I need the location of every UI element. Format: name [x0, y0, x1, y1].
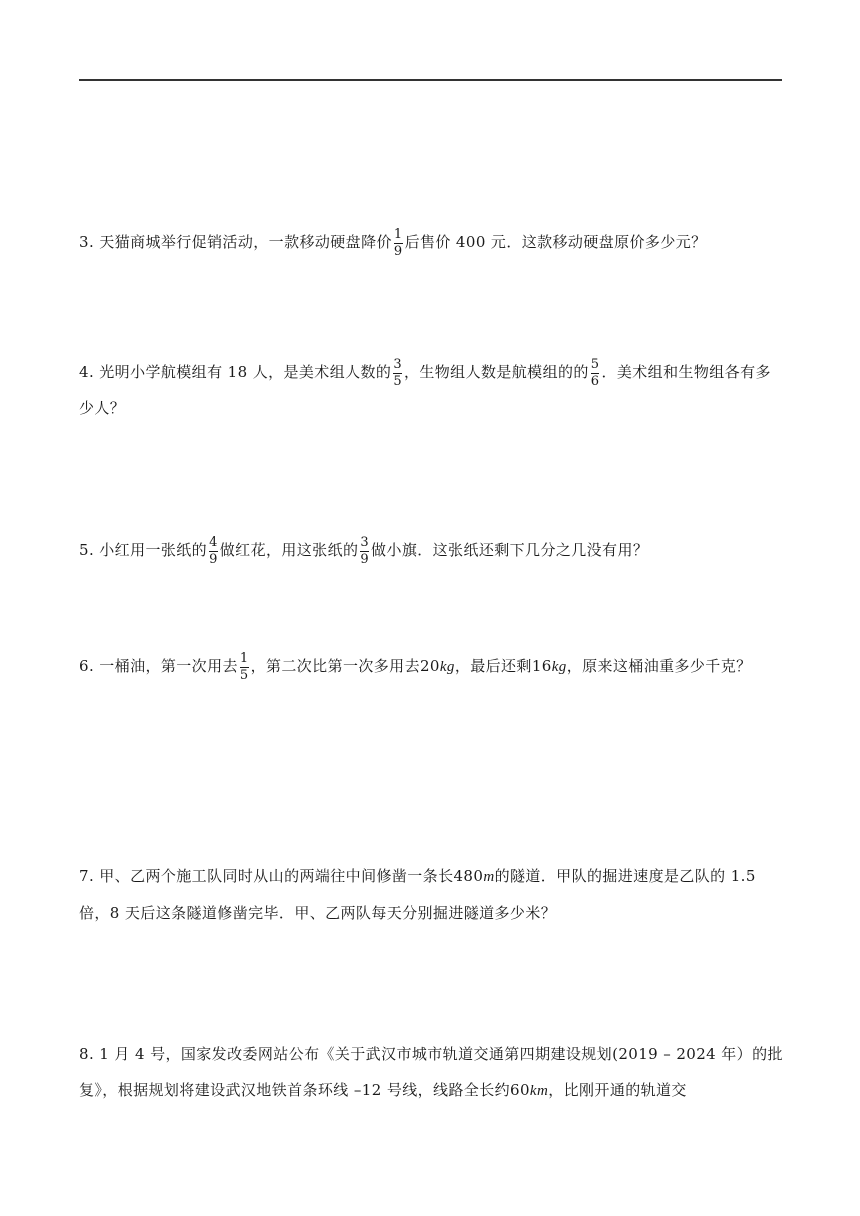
fraction: $\frac{4}{9}$ [209, 534, 218, 567]
question-6-text-b: ，第二次比第一次多用去 [250, 657, 420, 675]
fraction: $\frac{1}{9}$ [393, 226, 403, 259]
question-6-text-c: ，最后还剩 [454, 657, 532, 675]
measure: 16kg [531, 657, 567, 675]
question-8-text-c: ，比刚开通的轨道交 [548, 1081, 687, 1099]
question-5-text-b: 做红花，用这张纸的 [219, 541, 359, 559]
question-8-text-a: 8. 1 月 4 号，国家发改委网站公布《关于武汉市城市轨道交通第四期建设规划 [79, 1045, 613, 1063]
question-8-text-b: 的批复》，根据规划将建设武汉地铁首条环线 –12 号线，线路全长约 [79, 1045, 783, 1099]
question-3-text-a: 3. 天猫商城举行促销活动，一款移动硬盘降价 [79, 233, 392, 251]
question-7-text-a: 7. 甲、乙两个施工队同时从山的两端往中间修凿一条长 [79, 867, 454, 885]
year-range: (2019 – 2024 年） [612, 1045, 753, 1063]
question-4-text-b: ，生物组人数是航模组的的 [403, 363, 589, 381]
question-7-text-b: 的隧道．甲队的掘进速度是乙队的 1.5 倍，8 天后这条隧道修凿完毕．甲、乙两队每天分别掘进隧道多少米？ [79, 867, 756, 922]
fraction: $\frac{3}{9}$ [360, 534, 370, 567]
question-4-text-a: 4. 光明小学航模组有 18 人，是美术组人数的 [79, 363, 392, 381]
question-5-text-a: 5. 小红用一张纸的 [79, 541, 208, 559]
question-3-text-b: 后售价 400 元．这款移动硬盘原价多少元？ [404, 233, 707, 251]
header-rule [79, 79, 782, 81]
question-4 [79, 354, 784, 426]
question-6 [79, 648, 784, 685]
measure: 480m [453, 867, 495, 885]
question-5 [79, 532, 784, 568]
question-7 [79, 858, 784, 931]
question-4-text-c: ．美术组和生物组各有多少人？ [79, 363, 771, 417]
fraction: $\frac{5}{6}$ [590, 356, 600, 389]
fraction: $\frac{3}{5}$ [393, 356, 402, 389]
measure: 20kg [419, 657, 455, 675]
question-6-text-a: 6. 一桶油，第一次用去 [79, 657, 238, 675]
question-6-text-d: ，原来这桶油重多少千克？ [566, 657, 752, 675]
question-8 [79, 1036, 784, 1109]
question-3 [79, 224, 784, 260]
question-5-text-c: 做小旗．这张纸还剩下几分之几没有用？ [371, 541, 649, 559]
measure: 60km [510, 1081, 549, 1099]
fraction: $\frac{1}{5}$ [239, 650, 249, 683]
